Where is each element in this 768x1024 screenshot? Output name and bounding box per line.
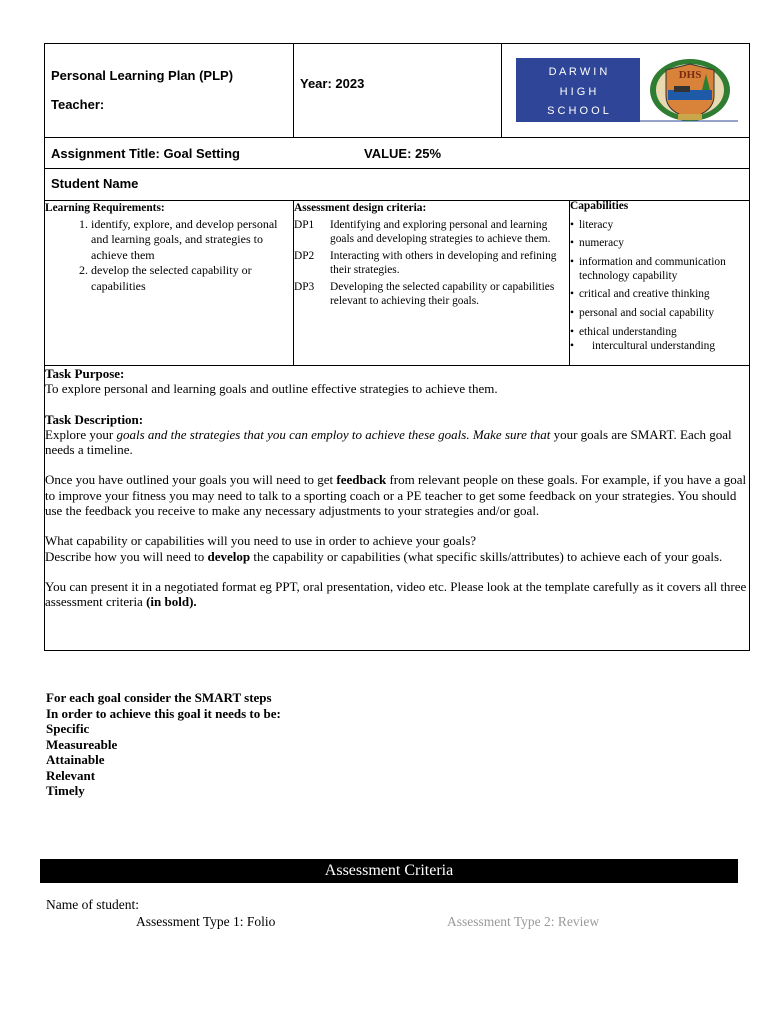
criteria-row-dp3: [294, 280, 569, 308]
assignment-value: VALUE: 25%: [364, 146, 442, 161]
smart-step: Attainable: [46, 752, 105, 767]
logo-text-line2: H I G H: [559, 86, 597, 98]
assessment-type-2: Assessment Type 2: Review: [447, 914, 600, 929]
teacher-label: Teacher:: [51, 97, 105, 112]
assessment-design-cell: [294, 201, 570, 366]
smart-intro: For each goal consider the SMART steps: [46, 690, 272, 705]
capability-item: • critical and creative thinking: [570, 288, 710, 300]
smart-step: Timely: [46, 783, 85, 798]
learning-requirement-item: 1. identify, explore, and develop personal and learning goals, and strategies to achieve them: [91, 217, 293, 264]
task-description-para2: Once you have outlined your goals you will need to get feedback from relevant people on these goals. For example, if you have a goal to improve your fitness you may need to talk to a sporting coach or a PE teacher to get some feedback on your strategies. You should use the feedback you receive to make any necessary adjustments to your strategies and/or goal.: [45, 472, 747, 519]
task-purpose-heading: Task Purpose:: [45, 366, 125, 381]
capabilities-list: [570, 218, 749, 353]
capability-item: • intercultural understanding: [570, 339, 716, 352]
criteria-text: Identifying and exploring personal and learning goals and developing strategies to achieve them.: [330, 219, 551, 245]
smart-step: Specific: [46, 721, 90, 736]
criteria-code: DP2: [294, 250, 315, 262]
capability-item: • literacy: [570, 218, 614, 231]
crest-icon: [650, 59, 730, 121]
assessment-type-1: Assessment Type 1: Folio: [136, 914, 276, 929]
learning-requirements-list: [45, 217, 293, 295]
criteria-row-dp2: [294, 249, 569, 277]
assignment-row: [45, 138, 750, 169]
plan-title: Personal Learning Plan (PLP): [51, 68, 234, 83]
criteria-text: Interacting with others in developing and refining their strategies.: [330, 250, 557, 276]
task-description-para3: What capability or capabilities will you need to use in order to achieve your goals? Describe how you will need to develop the capability or capabilities (what specific skills/attributes) to achieve each of your goals.: [45, 533, 723, 564]
student-name-label: Student Name: [51, 176, 139, 191]
year-label: Year: 2023: [300, 76, 365, 91]
task-description-heading: Task Description:: [45, 411, 144, 427]
student-name-label-bottom: Name of student:: [46, 897, 139, 912]
smart-section: [46, 690, 281, 799]
learning-requirements-cell: [45, 201, 294, 366]
assessment-design-heading: Assessment design criteria:: [294, 202, 427, 214]
task-description-para1: Explore your goals and the strategies that you can employ to achieve these goals. Make sure that your goals are SMART. Each goal needs a timeline.: [45, 426, 732, 458]
assignment-title: Assignment Title: Goal Setting: [51, 146, 241, 161]
header-year-cell: [294, 44, 502, 138]
logo-text-line3: S C H O O L: [547, 105, 609, 117]
learning-requirements-heading: Learning Requirements:: [45, 202, 165, 214]
header-logo-cell: [502, 44, 750, 138]
smart-subintro: In order to achieve this goal it needs to be:: [46, 705, 281, 721]
task-cell: [45, 366, 750, 651]
smart-step: Measureable: [46, 736, 118, 752]
smart-step: Relevant: [46, 767, 96, 783]
criteria-row-dp1: [294, 218, 569, 246]
student-name-row: [45, 169, 750, 201]
capabilities-heading: Capabilities: [570, 200, 629, 212]
crest-letters: DHS: [678, 69, 702, 81]
criteria-code: DP1: [294, 219, 315, 231]
logo-text-line1: D A R W I N: [548, 66, 608, 78]
criteria-code: DP3: [294, 281, 315, 293]
plp-table: [44, 43, 750, 651]
criteria-text: Developing the selected capability or capabilities relevant to achieving their goals.: [330, 281, 555, 307]
capabilities-cell: [570, 201, 750, 366]
capability-item: • information and communication technology capability: [570, 255, 726, 282]
learning-requirement-item: 2. develop the selected capability or capabilities: [91, 263, 293, 294]
capability-item: • personal and social capability: [570, 306, 715, 319]
task-purpose-text: To explore personal and learning goals and outline effective strategies to achieve them.: [45, 381, 498, 397]
task-description-para4: You can present it in a negotiated format eg PPT, oral presentation, video etc. Please look at the template carefully as it covers all three assessment criteria (in bold).: [45, 578, 747, 610]
capability-item: • numeracy: [570, 237, 624, 249]
assessment-criteria-banner: Assessment Criteria: [40, 859, 738, 883]
school-logo: [502, 44, 749, 137]
school-logo-graphic: [502, 44, 742, 137]
capability-item: • ethical understanding: [570, 325, 677, 338]
header-title-cell: [45, 44, 294, 138]
